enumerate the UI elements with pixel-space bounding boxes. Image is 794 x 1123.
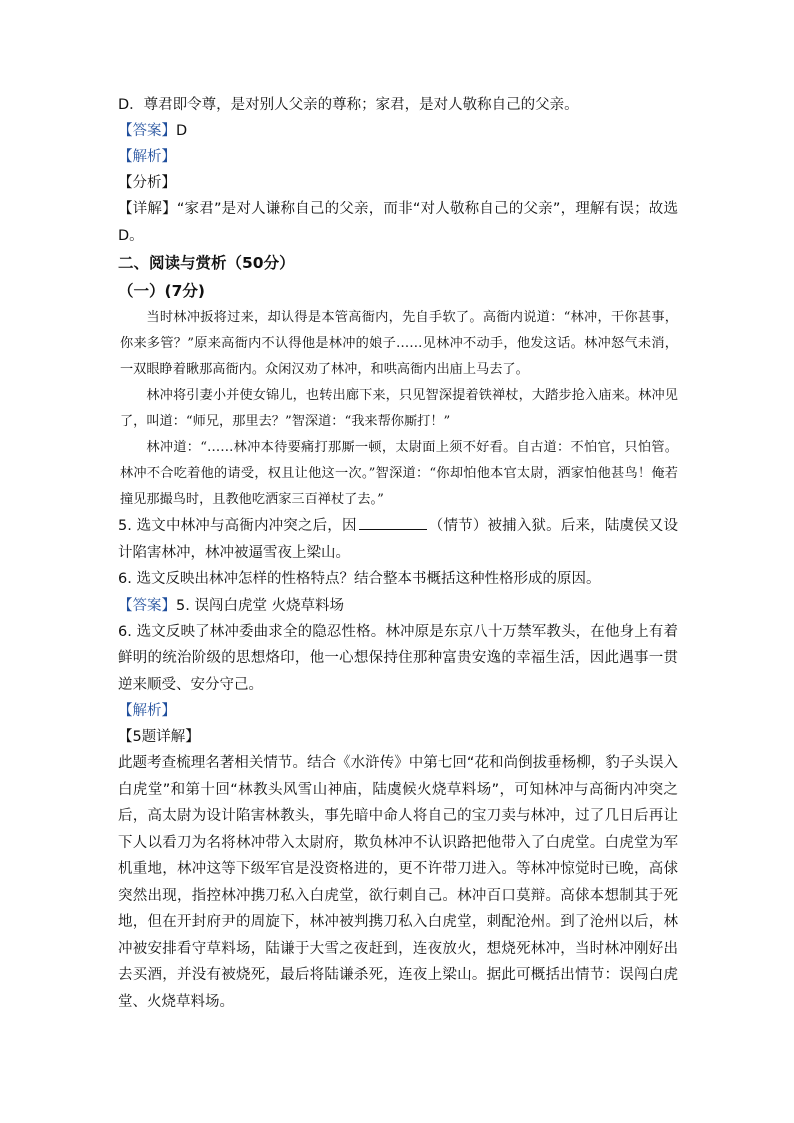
fill-in-blank (359, 515, 427, 530)
answer-q6: 6. 选文反映了林冲委曲求全的隐忍性格。林冲原是东京八十万禁军教头，在他身上有着鲜明的统治阶级的思想烙印，他一心想保持住那种富贵安逸的幸福生活，因此遇事一贯逆来顺受、安分守己。 (118, 623, 678, 693)
answer-label: 【答案】 (118, 123, 176, 139)
question-5-after: （情节）被捕入狱。后来，陆虞侯又设计陷害林冲，林冲被逼雪夜上梁山。 (118, 518, 678, 561)
analysis-q5-text: 此题考查梳理名著相关情节。结合《水浒传》中第七回“花和尚倒拔垂杨柳，豹子头误入白虎堂”和第十回“林教头风雪山神庙，陆虞候火烧草料场”，可知林冲与高衙内冲突之后，高太尉为设计陷害林教头，事先暗中命人将自己的宝刀卖与林冲，过了几日后再让下人以看刀为名将林冲带入太尉府，欺负林冲不认识路把他带入了白虎堂。白虎堂为军机重地，林冲这等下级军官是没资格进的，更不许带刀进入。等林冲惊觉时已晚，高俅突然出现，指控林冲携刀私入白虎堂，欲行刺自己。林冲百口莫辩。高俅本想制其于死地，但在开封府尹的周旋下，林冲被判携刀私入白虎堂，刺配沧州。到了沧州以后，林冲被安排看守草料场，陆谦于大雪之夜赶到，连夜放火，想烧死林冲，当时林冲刚好出去买酒，并没有被烧死，最后将陆谦杀死，连夜上梁山。据此可概括出情节：误闯白虎堂、火烧草料场。 (118, 755, 678, 1010)
prev-detail (118, 196, 678, 249)
answer-q5-text: 5. 误闯白虎堂 火烧草料场 (176, 597, 345, 614)
option-d: D．尊君即令尊，是对别人父亲的尊称；家君，是对人敬称自己的父亲。 (118, 97, 579, 113)
section-heading: 二、阅读与赏析（50分） (118, 254, 295, 272)
question-6: 6. 选文反映出林冲怎样的性格特点？结合整本书概括这种性格形成的原因。 (118, 571, 601, 587)
detail-text: “家君”是对人谦称自己的父亲，而非“对人敬称自己的父亲”，理解有误；故选D。 (118, 201, 679, 244)
analysis-q5-label: 【5题详解】 (118, 729, 200, 745)
answer-q5 (118, 593, 678, 619)
passage-paragraph: 当时林冲扳将过来，却认得是本管高衙内，先自手软了。高衙内说道：“林冲，干你甚事，你来多管？”原来高衙内不认得他是林冲的娘子……见林冲不动手，他发这话。林冲怒气未消，一双眼睁着瞅那高衙内。众闲汉劝了林冲，和哄高衙内出庙上马去了。 (120, 310, 678, 377)
answer-label: 【答案】 (118, 597, 176, 614)
prev-fenxi-label: 【分析】 (118, 175, 176, 191)
passage-paragraph: 林冲将引妻小并使女锦儿，也转出廊下来，只见智深提着铁禅杖，大踏步抢入庙来。林冲见了，叫道：“师兄，那里去？”智深道：“我来帮你厮打！” (120, 388, 678, 429)
passage-paragraph: 林冲道：“……林冲本待要痛打那厮一顿，太尉面上须不好看。自古道：不怕官，只怕管。林冲不合吃着他的请受，权且让他这一次。”智深道：“你却怕他本官太尉，洒家怕他甚鸟！俺若撞见那撮鸟时，且教他吃洒家三百禅杖了去。” (120, 440, 678, 507)
question-5-before: 5. 选文中林冲与高衙内冲突之后，因 (118, 518, 357, 534)
detail-label: 【详解】 (118, 201, 177, 217)
question-5 (118, 513, 678, 566)
answer-value: D (176, 123, 188, 139)
analysis-jiexi-label: 【解析】 (118, 703, 176, 719)
prev-jiexi-label: 【解析】 (118, 149, 176, 165)
sub-heading: （一）(7分) (118, 282, 205, 300)
document-page (118, 92, 678, 1015)
prev-answer (118, 118, 678, 144)
